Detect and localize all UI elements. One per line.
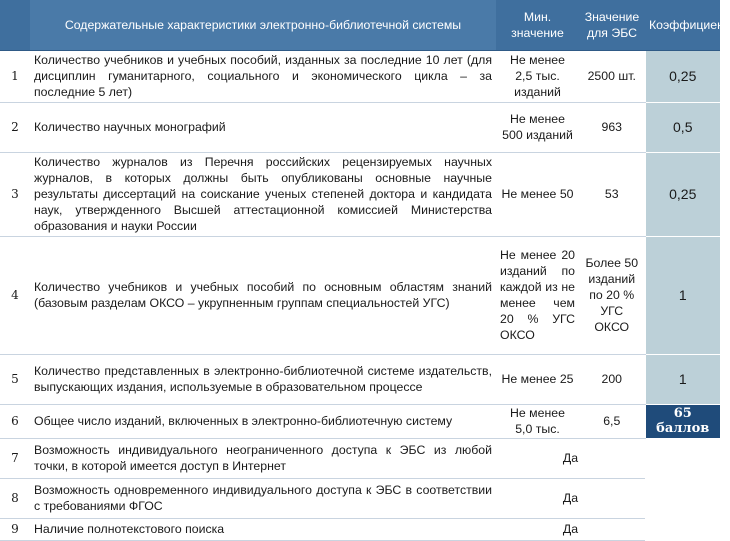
row-name: Возможность индивидуального неограниченного доступа к ЭБС из любой точки, в которой имеется доступ в Интернет	[30, 438, 496, 478]
row-number: 3	[0, 152, 30, 236]
row-number: 1	[0, 50, 30, 102]
row-ebs-value: 200	[579, 354, 645, 404]
row-min-value: Не менее 20 изданий по каждой из не менее чем 20 % УГС ОКСО	[496, 236, 579, 354]
header-name: Содержательные характеристики электронно-библиотечной системы	[30, 0, 496, 50]
row-coefficient: 0,25	[645, 50, 720, 102]
row-ebs-value: 6,5	[579, 404, 645, 438]
header-coef: Коэффициент	[645, 0, 720, 50]
row-name: Общее число изданий, включенных в электронно-библиотечную систему	[30, 404, 496, 438]
row-coefficient: 0,25	[645, 152, 720, 236]
row-coefficient-empty	[645, 478, 720, 518]
row-number: 8	[0, 478, 30, 518]
header-num-cell	[0, 0, 30, 50]
table-header-row	[0, 0, 720, 50]
row-number: 6	[0, 404, 30, 438]
row-ebs-value: 963	[579, 102, 645, 152]
total-score-badge: 65 баллов	[645, 404, 720, 438]
table-row	[0, 152, 720, 236]
row-min-value: Не менее 5,0 тыс.	[496, 404, 579, 438]
row-min-value: Не менее 2,5 тыс. изданий	[496, 50, 579, 102]
row-name: Количество журналов из Перечня российских рецензируемых научных журналов, в которых должны быть опубликованы основные научные результаты диссертаций на соискание ученых степеней доктора и кандидата наук, утвержденного Высшей аттестационной комиссией Министерства образования и науки России	[30, 152, 496, 236]
table-row	[0, 478, 720, 518]
row-ebs-value: Да	[496, 438, 645, 478]
row-min-value: Не менее 500 изданий	[496, 102, 579, 152]
row-ebs-value: Да	[496, 518, 645, 540]
row-number: 9	[0, 518, 30, 540]
row-coefficient: 1	[645, 354, 720, 404]
row-name: Возможность одновременного индивидуального доступа к ЭБС в соответствии с требованиями ФГОС	[30, 478, 496, 518]
header-min: Мин. значение	[496, 0, 579, 50]
row-ebs-value: Более 50 изданий по 20 % УГС ОКСО	[579, 236, 645, 354]
row-number: 2	[0, 102, 30, 152]
row-name: Количество представленных в электронно-библиотечной системе издательств, выпускающих издания, используемые в образовательном процессе	[30, 354, 496, 404]
table-row	[0, 354, 720, 404]
row-ebs-value: 53	[579, 152, 645, 236]
row-number: 7	[0, 438, 30, 478]
row-number: 5	[0, 354, 30, 404]
table-row	[0, 102, 720, 152]
table-row	[0, 438, 720, 478]
header-ebs: Значение для ЭБС	[579, 0, 645, 50]
table-row	[0, 404, 720, 438]
row-coefficient-empty	[645, 518, 720, 540]
table-row	[0, 236, 720, 354]
row-number: 4	[0, 236, 30, 354]
row-name: Наличие полнотекстового поиска	[30, 518, 496, 540]
table-row	[0, 518, 720, 540]
row-ebs-value: 2500 шт.	[579, 50, 645, 102]
table-row	[0, 50, 720, 102]
row-name: Количество учебников и учебных пособий, изданных за последние 10 лет (для дисциплин гуманитарного, социального и экономического цикла – за последние 5 лет)	[30, 50, 496, 102]
row-name: Количество научных монографий	[30, 102, 496, 152]
row-ebs-value: Да	[496, 478, 645, 518]
row-min-value: Не менее 25	[496, 354, 579, 404]
row-name: Количество учебников и учебных пособий по основным областям знаний (базовым разделам ОКСО – укрупненным группам специальностей УГС)	[30, 236, 496, 354]
row-coefficient-empty	[645, 438, 720, 478]
row-coefficient: 0,5	[645, 102, 720, 152]
row-coefficient: 1	[645, 236, 720, 354]
row-min-value: Не менее 50	[496, 152, 579, 236]
